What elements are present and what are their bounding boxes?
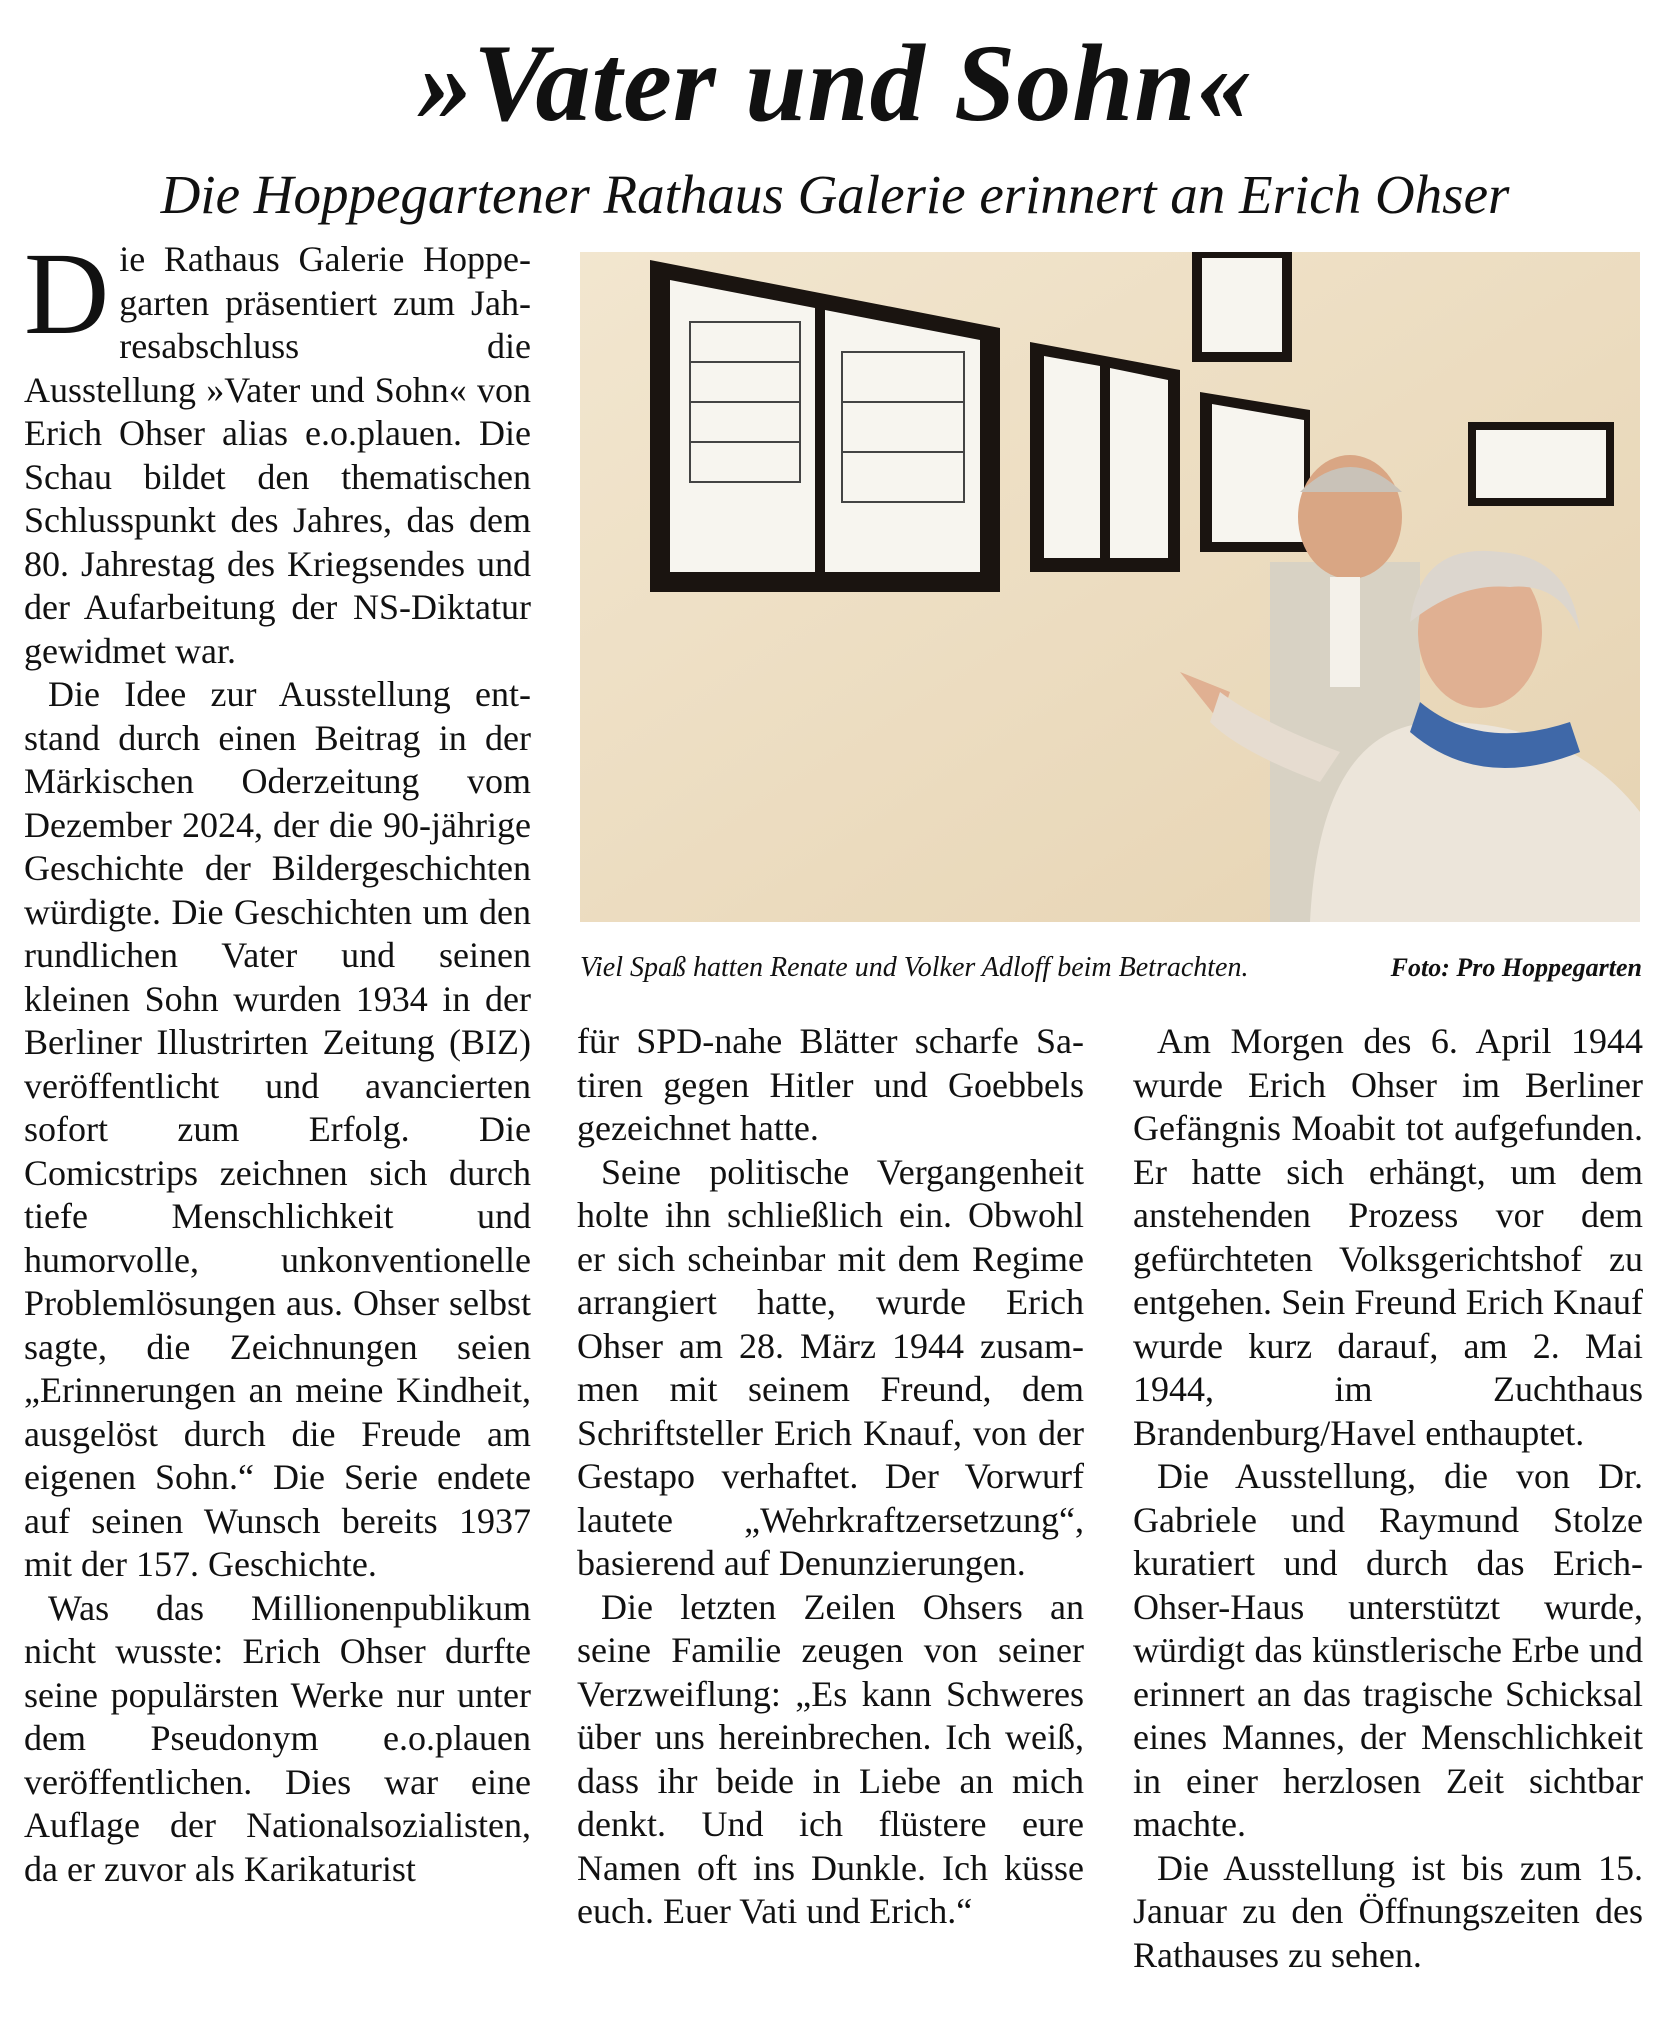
article-column-2 — [577, 1020, 1084, 1934]
drop-cap: D — [24, 228, 110, 359]
article-column-3 — [1133, 1020, 1643, 1977]
headline: »Vater und Sohn« — [417, 22, 1253, 144]
article-paragraph: Die letzten Zeilen Ohsers an seine Familie zeugen von seiner Verzweiflung: „Es kann Schweres über uns hereinbrechen. Ich weiß, dass ihr beide in Liebe an mich denkt. Und ich flüstere eure Namen oft ins Dunkle. Ich küsse euch. Euer Vati und Erich.“ — [577, 1586, 1084, 1931]
article-paragraph: Die Idee zur Ausstellung entstand durch einen Beitrag in der Märkischen Oderzeitung vom Dezember 2024, der die 90-jährige Geschichte der Bildergeschichten würdigte. Die Geschichten um den rundlichen Vater und seinen kleinen Sohn wurden 1934 in der Berliner Illustrirten Zeitung (BIZ) veröffentlicht und avancierten sofort zum Erfolg. Die Comicstrips zeichnen sich durch tiefe Menschlichkeit und humorvolle, unkonventionelle Problemlösungen aus. Ohser selbst sagte, die Zeichnungen seien „Erinnerungen an meine Kindheit, ausgelöst durch die Freude am eigenen Sohn.“ Die Serie endete auf seinen Wunsch bereits 1937 mit der 157. Geschichte. — [24, 674, 531, 1584]
subheadline: Die Hoppegartener Rathaus Galerie erinnert an Erich Ohser — [160, 164, 1510, 225]
exhibition-photo — [580, 252, 1640, 922]
photo-caption: Viel Spaß hatten Renate und Volker Adloff beim Betrachten. — [580, 952, 1249, 983]
article-paragraph — [24, 228, 531, 673]
article-paragraph: Seine politische Vergangenheit holte ihn schließlich ein. Obwohl er sich scheinbar mit dem Regime arrangiert hatte, wurde Erich Ohser am 28. März 1944 zusammen mit seinem Freund, dem Schriftsteller Erich Knauf, von der Gestapo verhaftet. Der Vorwurf lautete „Wehrkraftzersetzung“, basierend auf Denunzierungen. — [577, 1151, 1084, 1583]
photo-caption-row — [580, 950, 1642, 986]
article-paragraph: für SPD-nahe Blätter scharfe Satiren gegen Hitler und Goebbels gezeichnet hatte. — [577, 1021, 1084, 1148]
article-paragraph: Was das Millionenpublikum nicht wusste: Erich Ohser durfte seine populärsten Werke nur unter dem Pseudonym e.o.plauen veröffentlichen. Dies war eine Auflage der Nationalsozialisten, da er zuvor als Karikaturist — [24, 1587, 531, 1889]
article-paragraph: Am Morgen des 6. April 1944 wurde Erich Ohser im Berliner Gefängnis Moabit tot aufgefunden. Er hatte sich erhängt, um dem anstehenden Prozess vor dem gefürchteten Volksgerichtshof zu entgehen. Sein Freund Erich Knauf wurde kurz darauf, am 2. Mai 1944, im Zuchthaus Brandenburg/Havel enthauptet. — [1133, 1021, 1643, 1453]
photo-credit: Foto: Pro Hoppegarten — [1390, 953, 1642, 982]
paragraph-text: ie Rathaus Galerie Hoppegarten präsentiert zum Jahresabschluss die Ausstellung »Vater und Sohn« von Erich Ohser alias e.o.plauen. Die Schau bildet den thematischen Schlusspunkt des Jahres, das dem 80. Jahrestag des Kriegsendes und der Aufarbeitung der NS-Diktatur gewidmet war. — [24, 239, 531, 671]
article-paragraph: Die Ausstellung ist bis zum 15. Januar zu den Öffnungszeiten des Rathauses zu sehen. — [1133, 1847, 1643, 1975]
photo-illustration — [580, 252, 1640, 922]
article-column-1 — [24, 228, 531, 1891]
article-paragraph: Die Ausstellung, die von Dr. Gabriele und Raymund Stolze kuratiert und durch das Erich-Ohser-Haus unterstützt wurde, würdigt das künstlerische Erbe und erinnert an das tragische Schicksal eines Mannes, der Menschlichkeit in einer herzlosen Zeit sichtbar machte. — [1133, 1456, 1643, 1844]
